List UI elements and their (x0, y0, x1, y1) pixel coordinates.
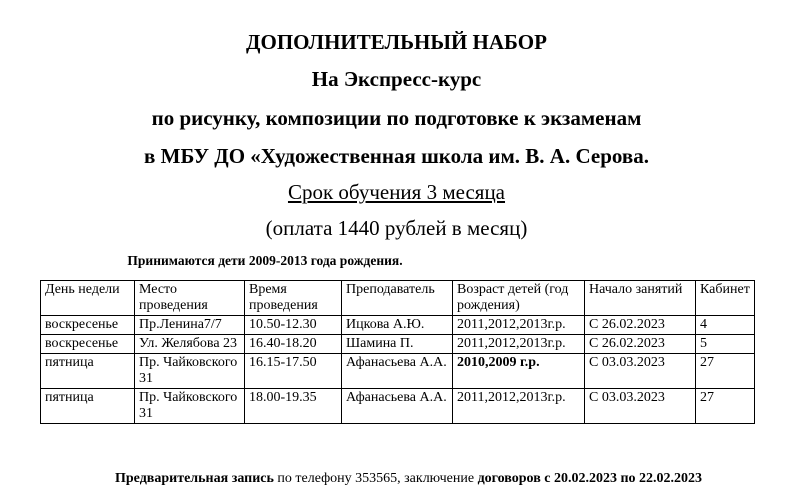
cell-day: воскресенье (41, 335, 135, 354)
table-row (41, 316, 755, 335)
cell-age: 2011,2012,2013г.р. (453, 316, 585, 335)
cell-time: 18.00-19.35 (245, 389, 342, 424)
cell-teacher: Ицкова А.Ю. (342, 316, 453, 335)
table-row (41, 335, 755, 354)
title-line-3: по рисунку, композиции по подготовке к экзаменам (151, 106, 642, 130)
cell-age: 2011,2012,2013г.р. (453, 335, 585, 354)
cell-time: 10.50-12.30 (245, 316, 342, 335)
table-header-row (41, 281, 755, 316)
cell-day: воскресенье (41, 316, 135, 335)
title-line-2: На Экспресс-курс (311, 67, 482, 91)
footer-registration: Предварительная запись (115, 471, 274, 486)
table-row (41, 354, 755, 389)
title-line-1: ДОПОЛНИТЕЛЬНЫЙ НАБОР (246, 30, 547, 54)
header-day: День недели (41, 281, 135, 316)
cell-place: Пр. Чайковского 31 (135, 389, 245, 424)
footer-note (115, 471, 702, 487)
cell-room: 4 (696, 316, 755, 335)
cell-place: Пр. Чайковского 31 (135, 354, 245, 389)
header-start: Начало занятий (585, 281, 696, 316)
footer-phone: по телефону 353565, заключение (273, 471, 478, 486)
birth-years-note: Принимаются дети 2009-2013 года рождения. (127, 253, 403, 268)
cell-room: 5 (696, 335, 755, 354)
header-place: Место проведения (135, 281, 245, 316)
header-teacher: Преподаватель (342, 281, 453, 316)
duration-text: Срок обучения 3 месяца (287, 180, 506, 204)
cell-day: пятница (41, 354, 135, 389)
duration-line (0, 180, 793, 205)
cell-place: Пр.Ленина7/7 (135, 316, 245, 335)
title-line-4: в МБУ ДО «Художественная школа им. В. А. Серова. (144, 144, 649, 168)
header-time: Время проведения (245, 281, 342, 316)
header-age: Возраст детей (год рождения) (453, 281, 585, 316)
cell-teacher: Шамина П. (342, 335, 453, 354)
price-line: (оплата 1440 рублей в месяц) (265, 216, 528, 240)
cell-age: 2010,2009 г.р. (453, 354, 585, 389)
footer-contracts: договоров с 20.02.2023 по 22.02.2023 (477, 471, 703, 486)
cell-day: пятница (41, 389, 135, 424)
cell-time: 16.15-17.50 (245, 354, 342, 389)
cell-room: 27 (696, 389, 755, 424)
cell-room: 27 (696, 354, 755, 389)
cell-teacher: Афанасьева А.А. (342, 354, 453, 389)
cell-start: С 26.02.2023 (585, 335, 696, 354)
schedule-table (40, 280, 755, 424)
cell-start: С 03.03.2023 (585, 389, 696, 424)
cell-time: 16.40-18.20 (245, 335, 342, 354)
cell-age: 2011,2012,2013г.р. (453, 389, 585, 424)
table-row (41, 389, 755, 424)
header-room: Кабинет (696, 281, 755, 316)
cell-start: С 03.03.2023 (585, 354, 696, 389)
cell-start: С 26.02.2023 (585, 316, 696, 335)
cell-teacher: Афанасьева А.А. (342, 389, 453, 424)
cell-place: Ул. Желябова 23 (135, 335, 245, 354)
